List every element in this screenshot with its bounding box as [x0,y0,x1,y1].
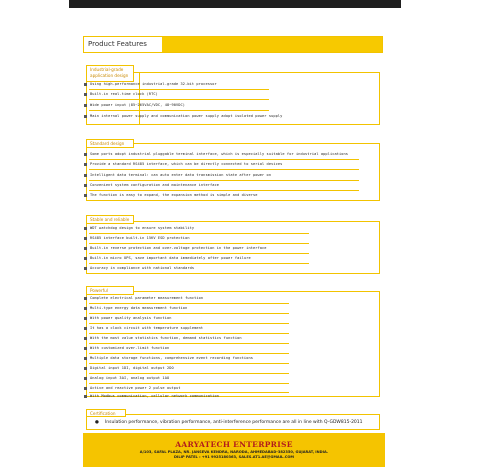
list-item: With the most value statistics function, demand statistics function [84,336,242,340]
list-item: Analog input 3AI, analog output 1AO [84,376,169,380]
bullet-icon [84,83,87,86]
list-item: Active and reactive power 2 pulse output [84,386,181,390]
row-divider [89,89,269,90]
row-divider [89,392,289,393]
row-divider [89,110,269,111]
list-item: WDT watchdog design to ensure system stability [84,226,194,230]
list-item: Accuracy in compliance with national standards [84,266,194,270]
list-item: Digital input 1DI, digital output 2DO [84,366,174,370]
company-contact: DILIP PATEL : +91 9925180363, SALES.AT1.AE@GMAIL.COM [174,455,294,459]
bullet-icon [84,347,87,350]
list-item: With Modbus communication, cellular network communication [84,394,219,398]
list-item: With power quality analysis function [84,316,172,320]
bullet-icon [84,115,87,118]
list-item: RS485 interface built-in 15KV ESD protection [84,236,190,240]
bullet-icon [84,257,87,260]
company-address: A/103, SAFAL PLAZA, NR. JANSEVA KENDRA, NARODA, AHMEDABAD-382350, GUJARAT, INDIA. [139,450,329,454]
bullet-icon [84,237,87,240]
section-industrial-tab: Industrial-grade application design [86,65,134,82]
document-page [69,0,401,467]
list-item: Main internal power supply and communication power supply adopt isolated power supply [84,114,282,118]
list-item: Provide a standard RS485 interface, which can be directly connected to serial devices [84,162,282,166]
row-divider [89,233,309,234]
bullet-icon [84,395,87,398]
title-bar [83,36,383,53]
row-divider [89,383,289,384]
top-bar [69,0,401,8]
row-divider [89,333,289,334]
page-title: Product Features [85,38,160,51]
row-divider [89,343,289,344]
bullet-icon [84,317,87,320]
bullet-icon [84,93,87,96]
row-divider [89,373,289,374]
bullet-icon [84,377,87,380]
certification-text: ● Insulation performance, vibration performance, anti-interference performance are all in line with Q-GDW815-2011 [95,420,363,425]
row-divider [89,253,309,254]
row-divider [89,99,269,100]
list-item: Multi-type energy data measurement function [84,306,187,310]
section-certification-tab: Certification [86,409,126,417]
footer-banner [83,433,385,467]
row-divider [89,263,309,264]
list-item: It has a clock circuit with temperature supplement [84,326,203,330]
section-standard-tab: Standard design [86,139,134,148]
list-item: Multiple data storage functions, comprehensive event recording functions [84,356,253,360]
bullet-icon [84,247,87,250]
bullet-icon [84,184,87,187]
bullet-icon [84,267,87,270]
row-divider [89,313,289,314]
row-divider [89,190,359,191]
list-item: Built-in reverse protection and over-voltage protection in the power interface [84,246,267,250]
list-item: Intelligent data terminal: can auto enter data transmission state after power on [84,173,271,177]
list-item: Complete electrical parameter measurement function [84,296,203,300]
bullet-icon [84,337,87,340]
list-item: With customized over-limit function [84,346,169,350]
list-item: The function is easy to expand, the expansion method is simple and diverse [84,193,258,197]
list-item: Built-in micro UPS, save important data immediately after power failure [84,256,251,260]
list-item: Convenient system configuration and maintenance interface [84,183,219,187]
title-bar-fill [162,37,382,52]
list-item: Built-in real-time clock (RTC) [84,92,158,96]
bullet-icon [84,227,87,230]
row-divider [89,243,309,244]
bullet-icon [84,297,87,300]
list-item: Some ports adopt industrial pluggable terminal interface, which is especially suitable for industrial applications [84,152,348,156]
row-divider [89,159,359,160]
row-divider [89,363,289,364]
section-powerful-tab: Powerful [86,286,134,295]
bullet-icon [84,307,87,310]
row-divider [89,169,359,170]
company-name: AARYATECH ENTERPRISE [175,440,293,449]
row-divider [89,303,289,304]
bullet-icon [84,174,87,177]
bullet-icon [84,153,87,156]
list-item: Using high-performance industrial-grade 32-bit processor [84,82,217,86]
bullet-icon [84,327,87,330]
row-divider [89,180,359,181]
bullet-icon [84,357,87,360]
bullet-icon [84,387,87,390]
title-underline [83,52,383,56]
bullet-icon [84,367,87,370]
bullet-icon [84,104,87,107]
bullet-icon [84,194,87,197]
bullet-icon [84,163,87,166]
row-divider [89,323,289,324]
row-divider [89,353,289,354]
section-stable-tab: Stable and reliable [86,215,134,224]
list-item: Wide power input (85~265VAC/VDC, 48~90VDC) [84,103,185,107]
